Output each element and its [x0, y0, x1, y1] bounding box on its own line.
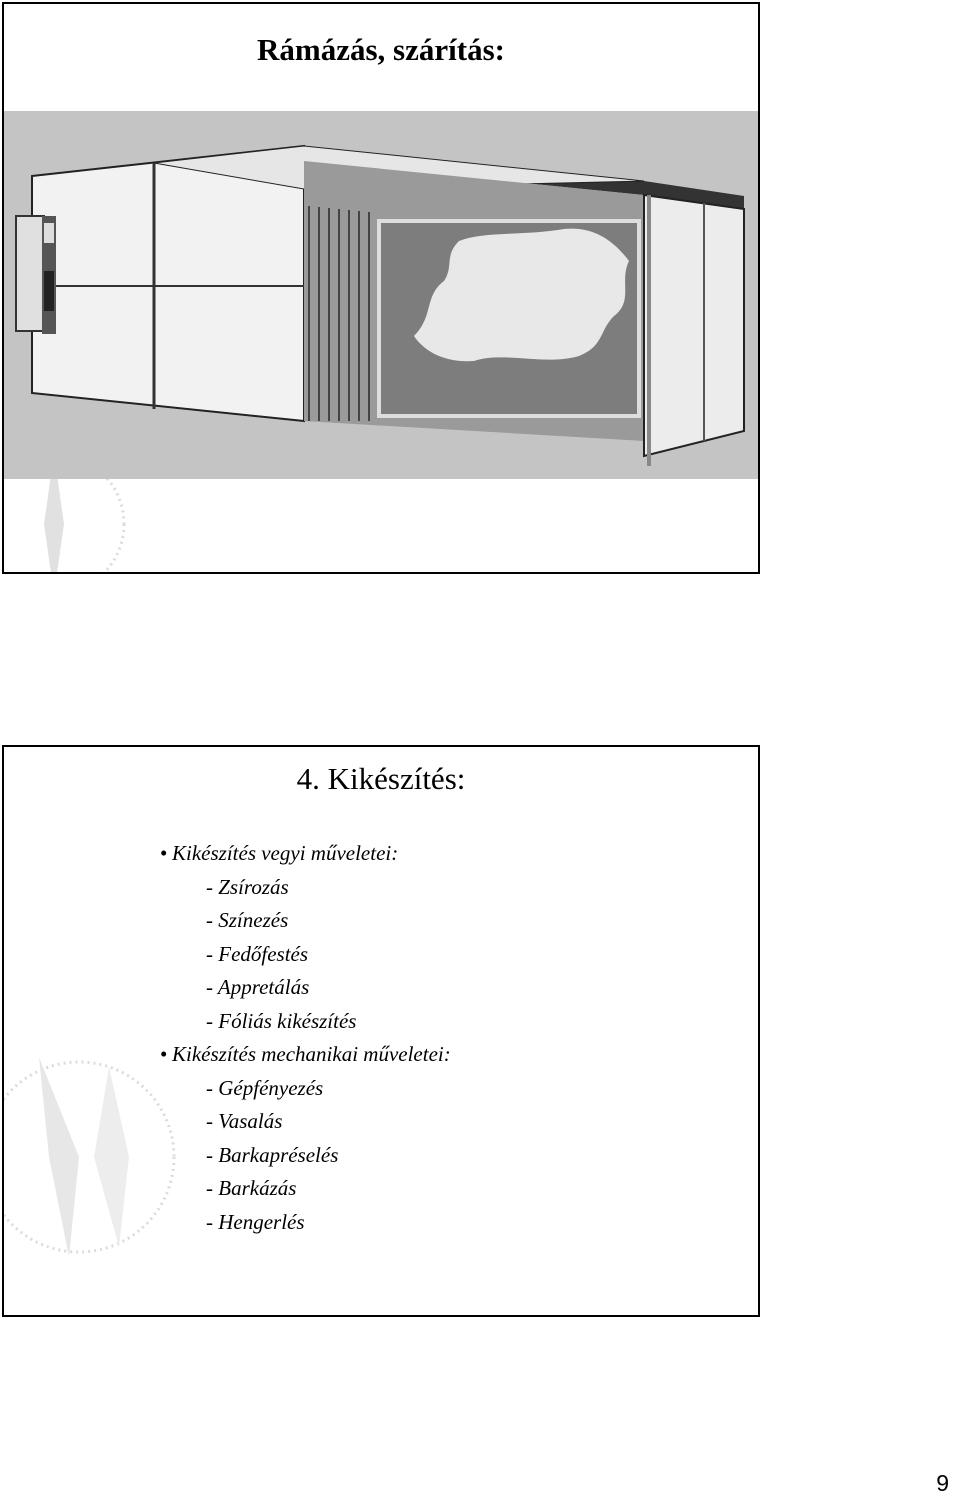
chemical-operations-heading: • Kikészítés vegyi műveletei:: [172, 837, 451, 871]
finishing-list: [160, 837, 451, 1239]
list-item: - Appretálás: [206, 975, 310, 999]
mechanical-operations-heading: • Kikészítés mechanikai műveletei:: [172, 1038, 451, 1072]
slide-title: Rámázás, szárítás:: [257, 32, 505, 67]
list-item: - Fóliás kikészítés: [206, 1008, 357, 1033]
bullet-icon: •: [160, 1042, 168, 1066]
list-item: - Vasalás: [206, 1109, 283, 1133]
list-item: - Fedőfestés: [206, 941, 309, 966]
drying-machine-photo: [4, 111, 760, 479]
list-item: - Barkapréselés: [206, 1142, 339, 1167]
compass-watermark-icon: [2, 1027, 199, 1267]
bullet-icon: •: [160, 841, 168, 865]
slide-finishing: [2, 745, 760, 1317]
list-item: - Színezés: [206, 908, 289, 932]
slide-title: 4. Kikészítés:: [296, 761, 466, 796]
list-item: - Barkázás: [206, 1176, 297, 1200]
slide-drying-frame: [2, 2, 760, 574]
page-number: 9: [936, 1470, 949, 1496]
list-item: - Hengerlés: [206, 1209, 305, 1234]
list-item: - Gépfényezés: [206, 1075, 324, 1100]
list-item: - Zsírozás: [206, 874, 289, 899]
